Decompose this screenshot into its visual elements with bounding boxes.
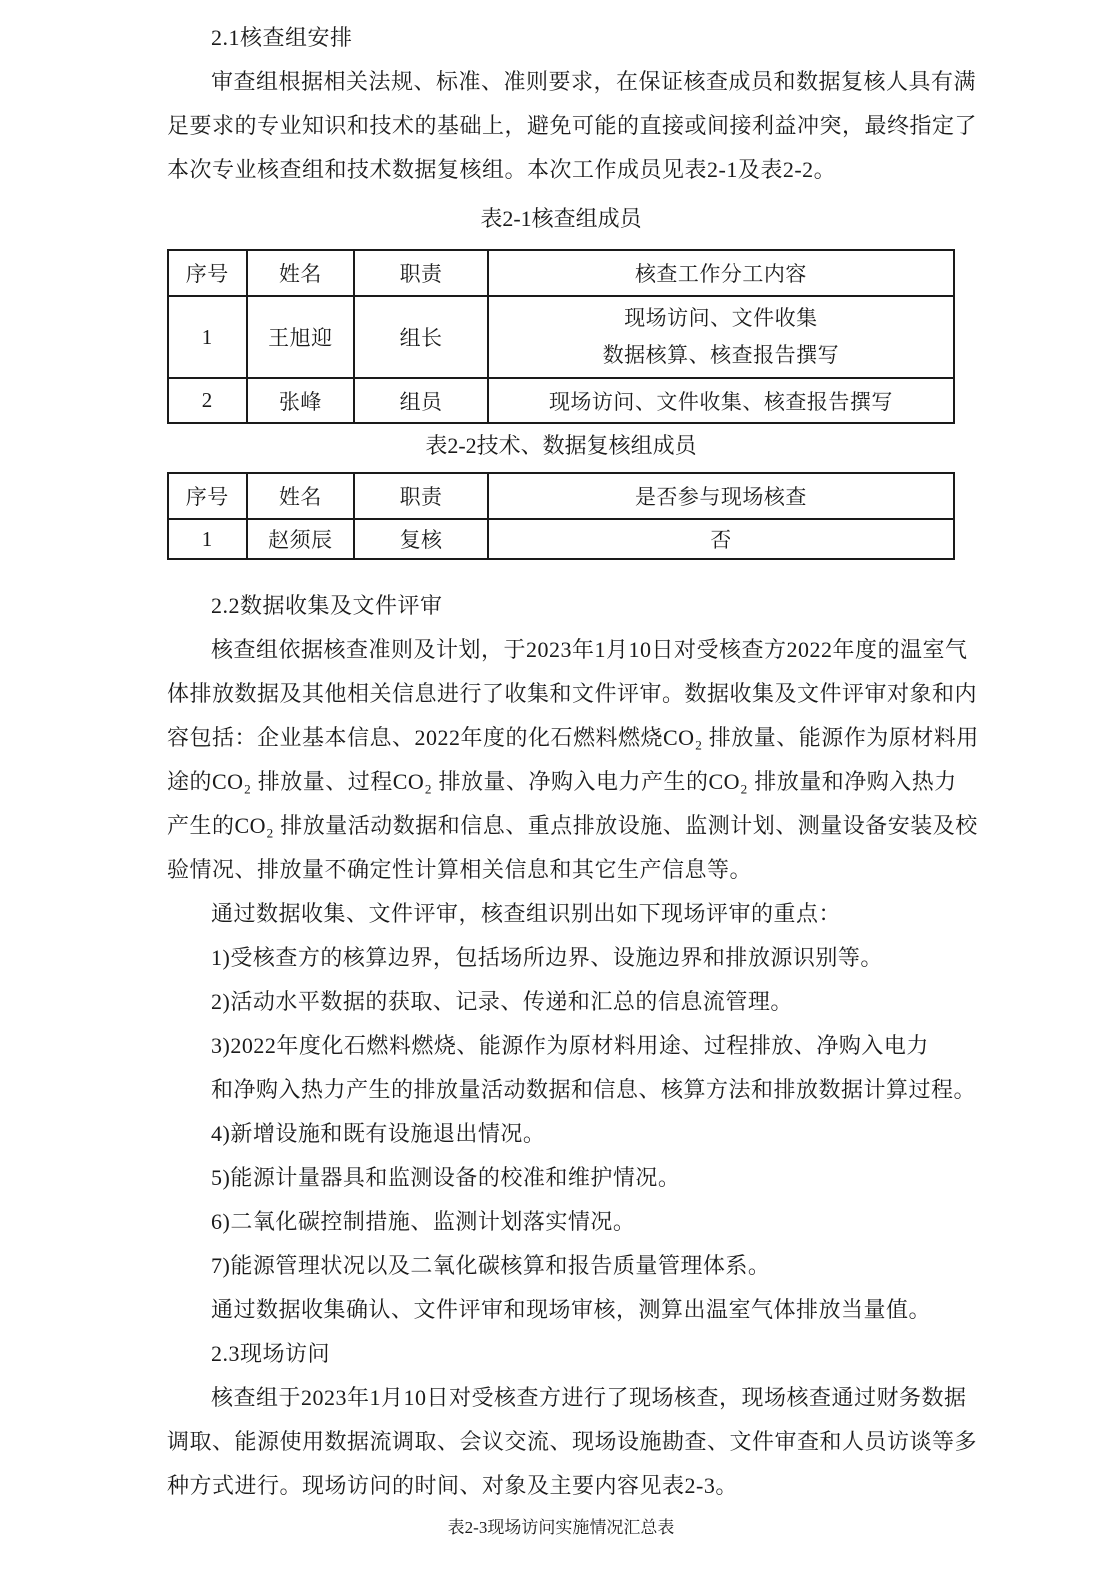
list-item: 6)二氧化碳控制措施、监测计划落实情况。 xyxy=(211,1209,636,1234)
duty-line: 现场访问、文件收集 xyxy=(624,306,818,330)
list-item: 5)能源计量器具和监测设备的校准和维护情况。 xyxy=(211,1165,681,1190)
paragraph-line: 核查组依据核查准则及计划，于2023年1月10日对受核查方2022年度的温室气 xyxy=(211,637,968,662)
table-2-1-caption: 表2-1核查组成员 xyxy=(480,206,642,231)
table-row xyxy=(168,296,954,378)
column-header-name: 姓名 xyxy=(247,250,355,296)
list-item: 4)新增设施和既有设施退出情况。 xyxy=(211,1121,546,1146)
column-header-no: 序号 xyxy=(168,250,247,296)
cell-no: 2 xyxy=(168,378,247,423)
table-row xyxy=(168,378,954,423)
paragraph-line: 核查组于2023年1月10日对受核查方进行了现场核查，现场核查通过财务数据 xyxy=(211,1385,967,1410)
column-header-duty: 核查工作分工内容 xyxy=(488,250,954,296)
cell-participation: 否 xyxy=(488,519,954,559)
column-header-name: 姓名 xyxy=(247,473,355,519)
paragraph-line: 足要求的专业知识和技术的基础上，避免可能的直接或间接利益冲突，最终指定了 xyxy=(167,113,978,138)
paragraph-line: 体排放数据及其他相关信息进行了收集和文件评审。数据收集及文件评审对象和内 xyxy=(167,681,978,706)
cell-name: 赵须辰 xyxy=(247,519,355,559)
paragraph-line: 本次专业核查组和技术数据复核组。本次工作成员见表2-1及表2-2。 xyxy=(167,157,837,182)
duty-line: 数据核算、核查报告撰写 xyxy=(602,343,840,367)
cell-duty xyxy=(488,296,954,378)
cell-duty: 现场访问、文件收集、核查报告撰写 xyxy=(488,378,954,423)
table-2-2-caption: 表2-2技术、数据复核组成员 xyxy=(425,433,697,458)
column-header-role: 职责 xyxy=(354,250,488,296)
list-item: 1)受核查方的核算边界，包括场所边界、设施边界和排放源识别等。 xyxy=(211,945,883,970)
paragraph-line: 审查组根据相关法规、标准、准则要求，在保证核查成员和数据复核人具有满 xyxy=(211,69,977,94)
column-header-role: 职责 xyxy=(354,473,488,519)
paragraph-line: 产生的CO₂ 排放量活动数据和信息、重点排放设施、监测计划、测量设备安装及校 xyxy=(167,813,978,838)
paragraph-line: 容包括：企业基本信息、2022年度的化石燃料燃烧CO₂ 排放量、能源作为原材料用 xyxy=(167,725,979,750)
cell-role: 组员 xyxy=(354,378,488,423)
list-lead-line: 通过数据收集、文件评审，核查组识别出如下现场评审的重点： xyxy=(211,901,842,926)
cell-role: 组长 xyxy=(354,296,488,378)
section-heading-2-1: 2.1核查组安排 xyxy=(211,25,353,50)
paragraph-line: 验情况、排放量不确定性计算相关信息和其它生产信息等。 xyxy=(167,857,753,882)
cell-name: 张峰 xyxy=(247,378,355,423)
list-item: 2)活动水平数据的获取、记录、传递和汇总的信息流管理。 xyxy=(211,989,793,1014)
table-header-row xyxy=(168,250,954,296)
list-item: 3)2022年度化石燃料燃烧、能源作为原材料用途、过程排放、净购入电力 xyxy=(211,1033,929,1058)
list-item-continuation: 和净购入热力产生的排放量活动数据和信息、核算方法和排放数据计算过程。 xyxy=(211,1077,977,1102)
cell-role: 复核 xyxy=(354,519,488,559)
table-2-3-caption: 表2-3现场访问实施情况汇总表 xyxy=(447,1518,675,1537)
table-2-1-verification-team xyxy=(167,249,955,424)
table-row xyxy=(168,519,954,559)
paragraph-line: 通过数据收集确认、文件评审和现场审核，测算出温室气体排放当量值。 xyxy=(211,1297,932,1322)
paragraph-line: 种方式进行。现场访问的时间、对象及主要内容见表2-3。 xyxy=(167,1473,738,1498)
section-heading-2-3: 2.3现场访问 xyxy=(211,1341,331,1366)
table-header-row xyxy=(168,473,954,519)
cell-no: 1 xyxy=(168,296,247,378)
paragraph-line: 途的CO₂ 排放量、过程CO₂ 排放量、净购入电力产生的CO₂ 排放量和净购入热力 xyxy=(167,769,957,794)
paragraph-line: 调取、能源使用数据流调取、会议交流、现场设施勘查、文件审查和人员访谈等多 xyxy=(167,1429,978,1454)
section-heading-2-2: 2.2数据收集及文件评审 xyxy=(211,593,443,618)
list-item: 7)能源管理状况以及二氧化碳核算和报告质量管理体系。 xyxy=(211,1253,771,1278)
cell-no: 1 xyxy=(168,519,247,559)
column-header-no: 序号 xyxy=(168,473,247,519)
cell-name: 王旭迎 xyxy=(247,296,355,378)
table-2-2-review-team xyxy=(167,472,955,560)
column-header-participation: 是否参与现场核查 xyxy=(488,473,954,519)
